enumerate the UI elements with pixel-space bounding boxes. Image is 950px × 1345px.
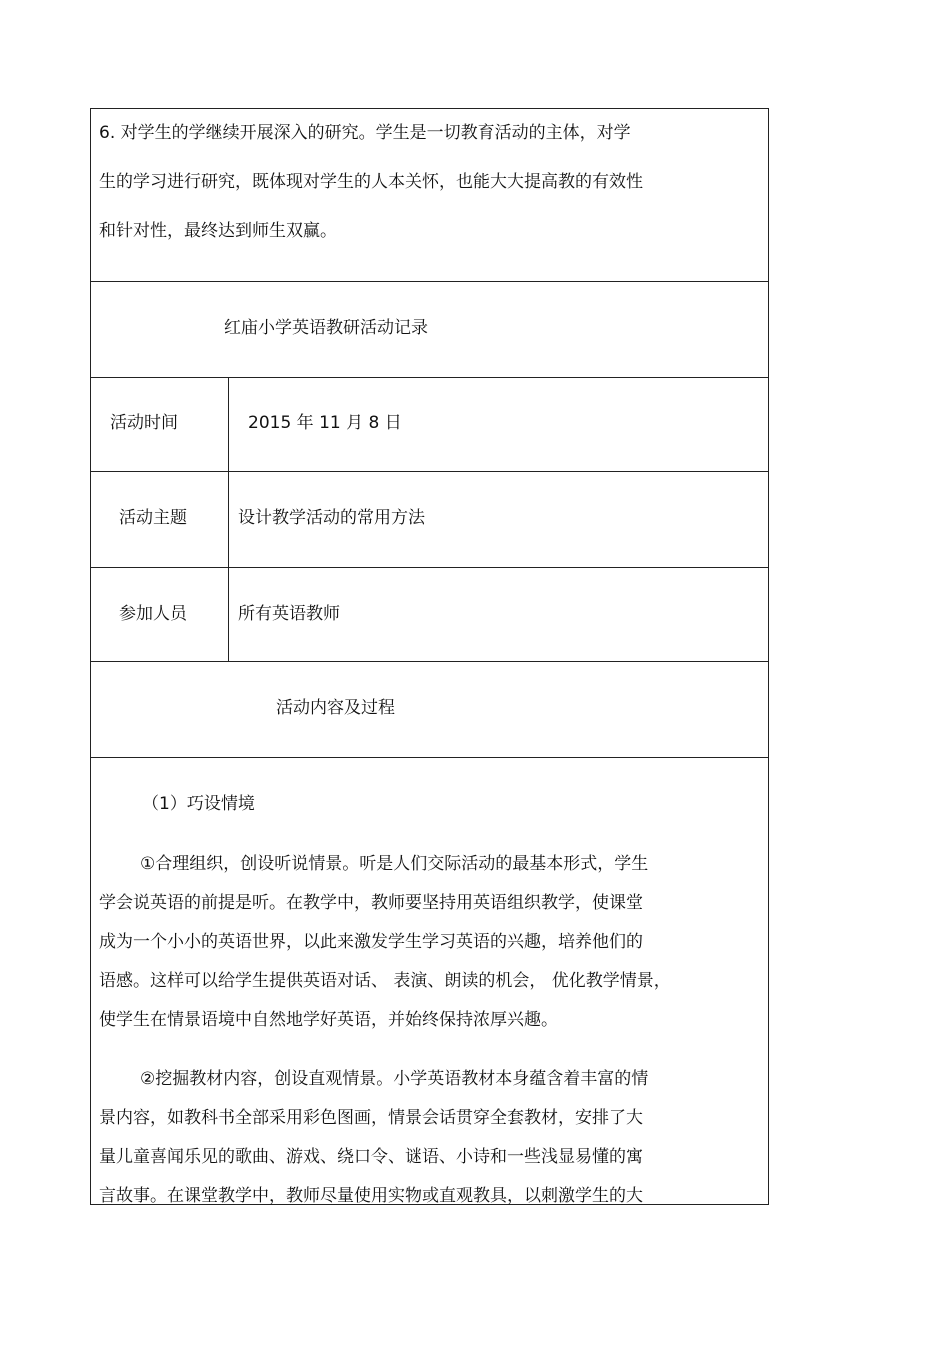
paragraph2-line: ②挖掘教材内容，创设直观情景。小学英语教材本身蕴含着丰富的情 <box>140 1069 649 1089</box>
participants-value: 所有英语教师 <box>238 604 340 624</box>
time-label-cell <box>91 378 229 471</box>
intro-row <box>91 109 768 282</box>
participants-label-cell <box>91 568 229 661</box>
paragraph2-line: 景内容，如教科书全部采用彩色图画，情景会话贯穿全套教材，安排了大 <box>99 1108 643 1128</box>
paragraph2-line: 言故事。在课堂教学中，教师尽量使用实物或直观教具，以刺激学生的大 <box>99 1186 643 1206</box>
paragraph2-line: 量儿童喜闻乐见的歌曲、游戏、绕口令、谜语、小诗和一些浅显易懂的寓 <box>99 1147 643 1167</box>
participants-label: 参加人员 <box>119 604 187 624</box>
time-row <box>91 378 768 472</box>
paragraph1-line: 学会说英语的前提是听。在教学中，教师要坚持用英语组织教学，使课堂 <box>99 893 643 913</box>
title-row <box>91 282 768 378</box>
record-title: 红庙小学英语教研活动记录 <box>224 318 428 338</box>
activity-record-table <box>90 108 769 1205</box>
content-body-row <box>91 758 768 1206</box>
paragraph1-line: 使学生在情景语境中自然地学好英语，并始终保持浓厚兴趣。 <box>99 1010 558 1030</box>
paragraph1-line: 成为一个小小的英语世界，以此来激发学生学习英语的兴趣，培养他们的 <box>99 932 643 952</box>
intro-line: 生的学习进行研究，既体现对学生的人本关怀，也能大大提高教的有效性 <box>99 172 643 192</box>
content-heading-row <box>91 662 768 758</box>
content-heading: 活动内容及过程 <box>276 698 395 718</box>
section-title: （1）巧设情境 <box>142 794 255 814</box>
paragraph1-line: ①合理组织，创设听说情景。听是人们交际活动的最基本形式，学生 <box>140 854 649 874</box>
paragraph1-line: 语感。这样可以给学生提供英语对话、 表演、朗读的机会， 优化教学情景， <box>99 971 671 991</box>
theme-label-cell <box>91 472 229 567</box>
intro-line: 6. 对学生的学继续开展深入的研究。学生是一切教育活动的主体，对学 <box>99 123 631 143</box>
time-label: 活动时间 <box>110 413 178 433</box>
theme-label: 活动主题 <box>119 508 187 528</box>
theme-row <box>91 472 768 568</box>
participants-row <box>91 568 768 662</box>
theme-value: 设计教学活动的常用方法 <box>238 508 425 528</box>
time-value: 2015 年 11 月 8 日 <box>248 413 402 433</box>
intro-line: 和针对性，最终达到师生双赢。 <box>99 221 337 241</box>
